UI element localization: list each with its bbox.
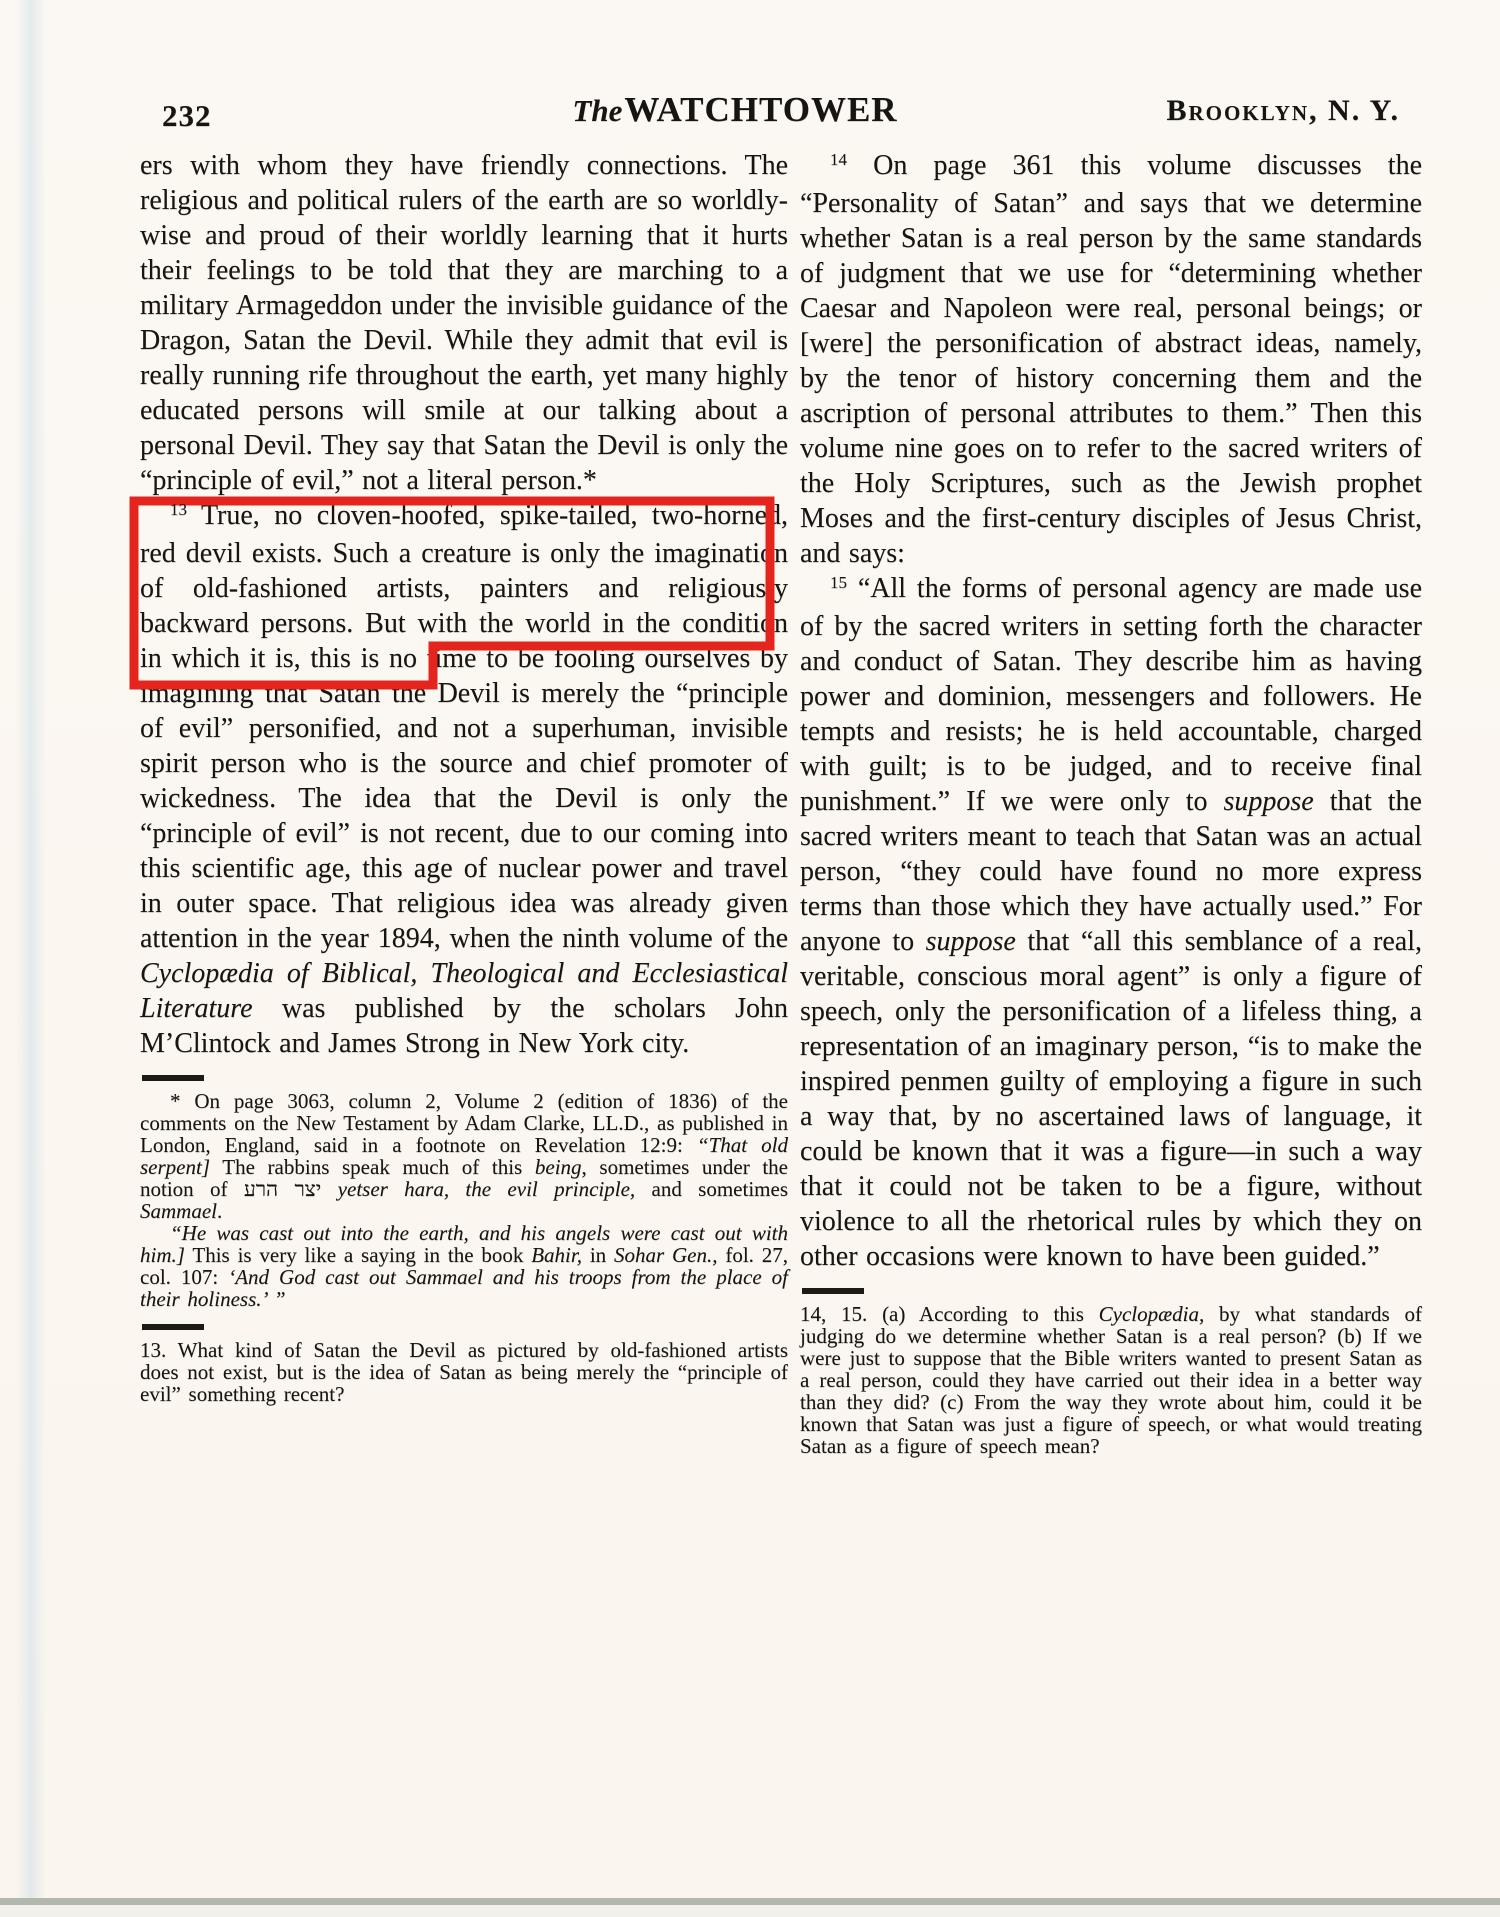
red-annotation-region <box>140 498 788 1061</box>
questions-14-15 <box>800 1303 1422 1457</box>
text-segment: that “all this semblance of a real, veritable, conscious moral agent” is only a figure of speech, only the personification of a lifeless thing, a representation of an imaginary person, “is to make the inspired penmen guilty of employing a figure in such a way that, by no ascertained laws of language, it could be known that it was a figure—in such a way that it could not be taken to be a figure, without violence to all the rhetorical rules by which they on other occasions were known to have been guided.” <box>800 926 1423 1272</box>
text-segment: * On page 3063, column 2, Volume 2 (edition of 1836) of the comments on the New Testament by Adam Clarke, LL.D., as published in London, England, said in a footnote on Revelation 12:9: <box>140 1089 788 1157</box>
text-segment: “He was cast out into the earth, and his angels were cast out with him.] <box>140 1221 788 1267</box>
scan-left-edge-band <box>16 0 46 1917</box>
text-segment: by what standards of judging do we determine whether Satan is a real person? (b) If we were just to suppose that the Bible writers wanted to present Satan as a real person, could they have carried out their idea in a better way than they did? (c) From the way they wrote about him, could it be known that Satan was just a figure of speech, or what would treating Satan as a figure of speech mean? <box>800 1302 1422 1458</box>
text-segment: This is very like a saying in the book <box>184 1243 532 1267</box>
paragraph-14 <box>800 148 1422 571</box>
text-segment: Sohar Gen., <box>614 1243 718 1267</box>
text-segment: yetser hara, the evil principle, <box>337 1177 636 1201</box>
footnote-rule-left <box>142 1075 204 1081</box>
question-rule-left <box>142 1324 204 1330</box>
text-segment: 13. What kind of Satan the Devil as pictured by old-fashioned artists does not exist, but is the idea of Satan as being merely the “principle of evil” something recent? <box>140 1338 788 1406</box>
text-segment: ‘And God cast out Sammael and his troops from the place of their holiness.’ ” <box>140 1265 788 1311</box>
text-segment: 14, 15. (a) According to this <box>800 1302 1099 1326</box>
text-segment: in <box>581 1243 614 1267</box>
running-header <box>140 88 1402 144</box>
paragraph-number: 14 <box>830 150 847 169</box>
text-segment: and sometimes <box>635 1177 788 1201</box>
scan-bottom-margin <box>0 1905 1500 1917</box>
masthead-the: The <box>572 93 623 128</box>
scan-bottom-edge-line <box>0 1898 1500 1905</box>
text-segment: fol. 27, col. 107: <box>140 1243 789 1289</box>
text-segment: was published by the scholars John M’Clintock and James Strong in New York city. <box>140 993 788 1059</box>
footnote-asterisk-continued <box>140 1222 788 1310</box>
publication-city: Brooklyn, N. Y. <box>1166 94 1400 127</box>
text-segment: On page 361 this volume discusses the “Personality of Satan” and says that we determine whether Satan is a real person by the same standards of judgment that we use for “determining whether Caesar and Napoleon were real, personal beings; or [were] the personification of abstract ideas, namely, by the tenor of history concerning them and the ascription of personal attributes to them.” Then this volume nine goes on to refer to the sacred writers of the Holy Scriptures, such as the Jewish prophet Moses and the first-century disciples of Jesus Christ, and says: <box>800 150 1422 569</box>
text-segment: The rabbins speak much of this <box>210 1155 535 1179</box>
left-text-column <box>140 148 788 1405</box>
journal-masthead <box>495 90 975 130</box>
page-number: 232 <box>162 98 212 133</box>
paragraph-15 <box>800 571 1422 1274</box>
text-segment: Bahir, <box>531 1243 582 1267</box>
paragraph-number: 13 <box>170 500 187 519</box>
question-13 <box>140 1339 788 1405</box>
text-segment: “That old serpent] <box>140 1133 789 1179</box>
text-segment: Cyclopædia, <box>1098 1302 1205 1326</box>
text-segment: , sometimes under the notion of יצר הרע <box>140 1155 788 1201</box>
text-segment: that the sacred writers meant to teach that Satan was an actual person, “they could have found no more express terms than those which they have actually used.” For anyone to <box>800 786 1422 957</box>
text-segment: . <box>217 1199 223 1223</box>
text-segment: suppose <box>1223 786 1314 817</box>
question-rule-right <box>802 1288 864 1294</box>
text-segment: suppose <box>925 926 1016 957</box>
text-segment: being <box>534 1155 582 1179</box>
right-text-column <box>800 148 1422 1457</box>
paragraph-12-continuation <box>140 148 788 498</box>
text-segment: True, no cloven-hoofed, spike-tailed, two-horned, red devil exists. Such a creature is only the imagination of old-fashioned artists, painters and religiously backward persons. But with the world in the condition in which it is, this is no time to be fooling ourselves by imagining that Satan the Devil is merely the “principle of evil” personified, and not a superhuman, invisible spirit person who is the source and chief promoter of wickedness. The idea that the Devil is only the “principle of evil” is not recent, due to our coming into this scientific age, this age of nuclear power and travel in outer space. That religious idea was already given attention in the year 1894, when the ninth volume of the <box>140 500 788 954</box>
masthead-title: WATCHTOWER <box>624 90 898 129</box>
paragraph-13 <box>140 498 788 1061</box>
text-segment: Cyclopædia of Biblical, Theological and Ecclesiastical Literature <box>140 958 788 1024</box>
text-segment: Sammael <box>140 1199 217 1223</box>
footnote-asterisk <box>140 1090 788 1222</box>
text-segment: “All the forms of personal agency are made use of by the sacred writers in setting forth the character and conduct of Satan. They describe him as having power and dominion, messengers and followers. He tempts and resists; he is held accountable, charged with guilt; is to be judged, and to receive final punishment.” If we were only to <box>800 573 1422 817</box>
paragraph-number: 15 <box>830 573 847 592</box>
text-segment: ers with whom they have friendly connections. The religious and political rulers of the earth are so worldly-wise and proud of their worldly learning that it hurts their feelings to be told that they are marching to a military Armageddon under the invisible guidance of the Dragon, Satan the Devil. While they admit that evil is really running rife throughout the earth, yet many highly educated persons will smile at our talking about a personal Devil. They say that Satan the Devil is only the “principle of evil,” not a literal person.* <box>140 150 788 496</box>
